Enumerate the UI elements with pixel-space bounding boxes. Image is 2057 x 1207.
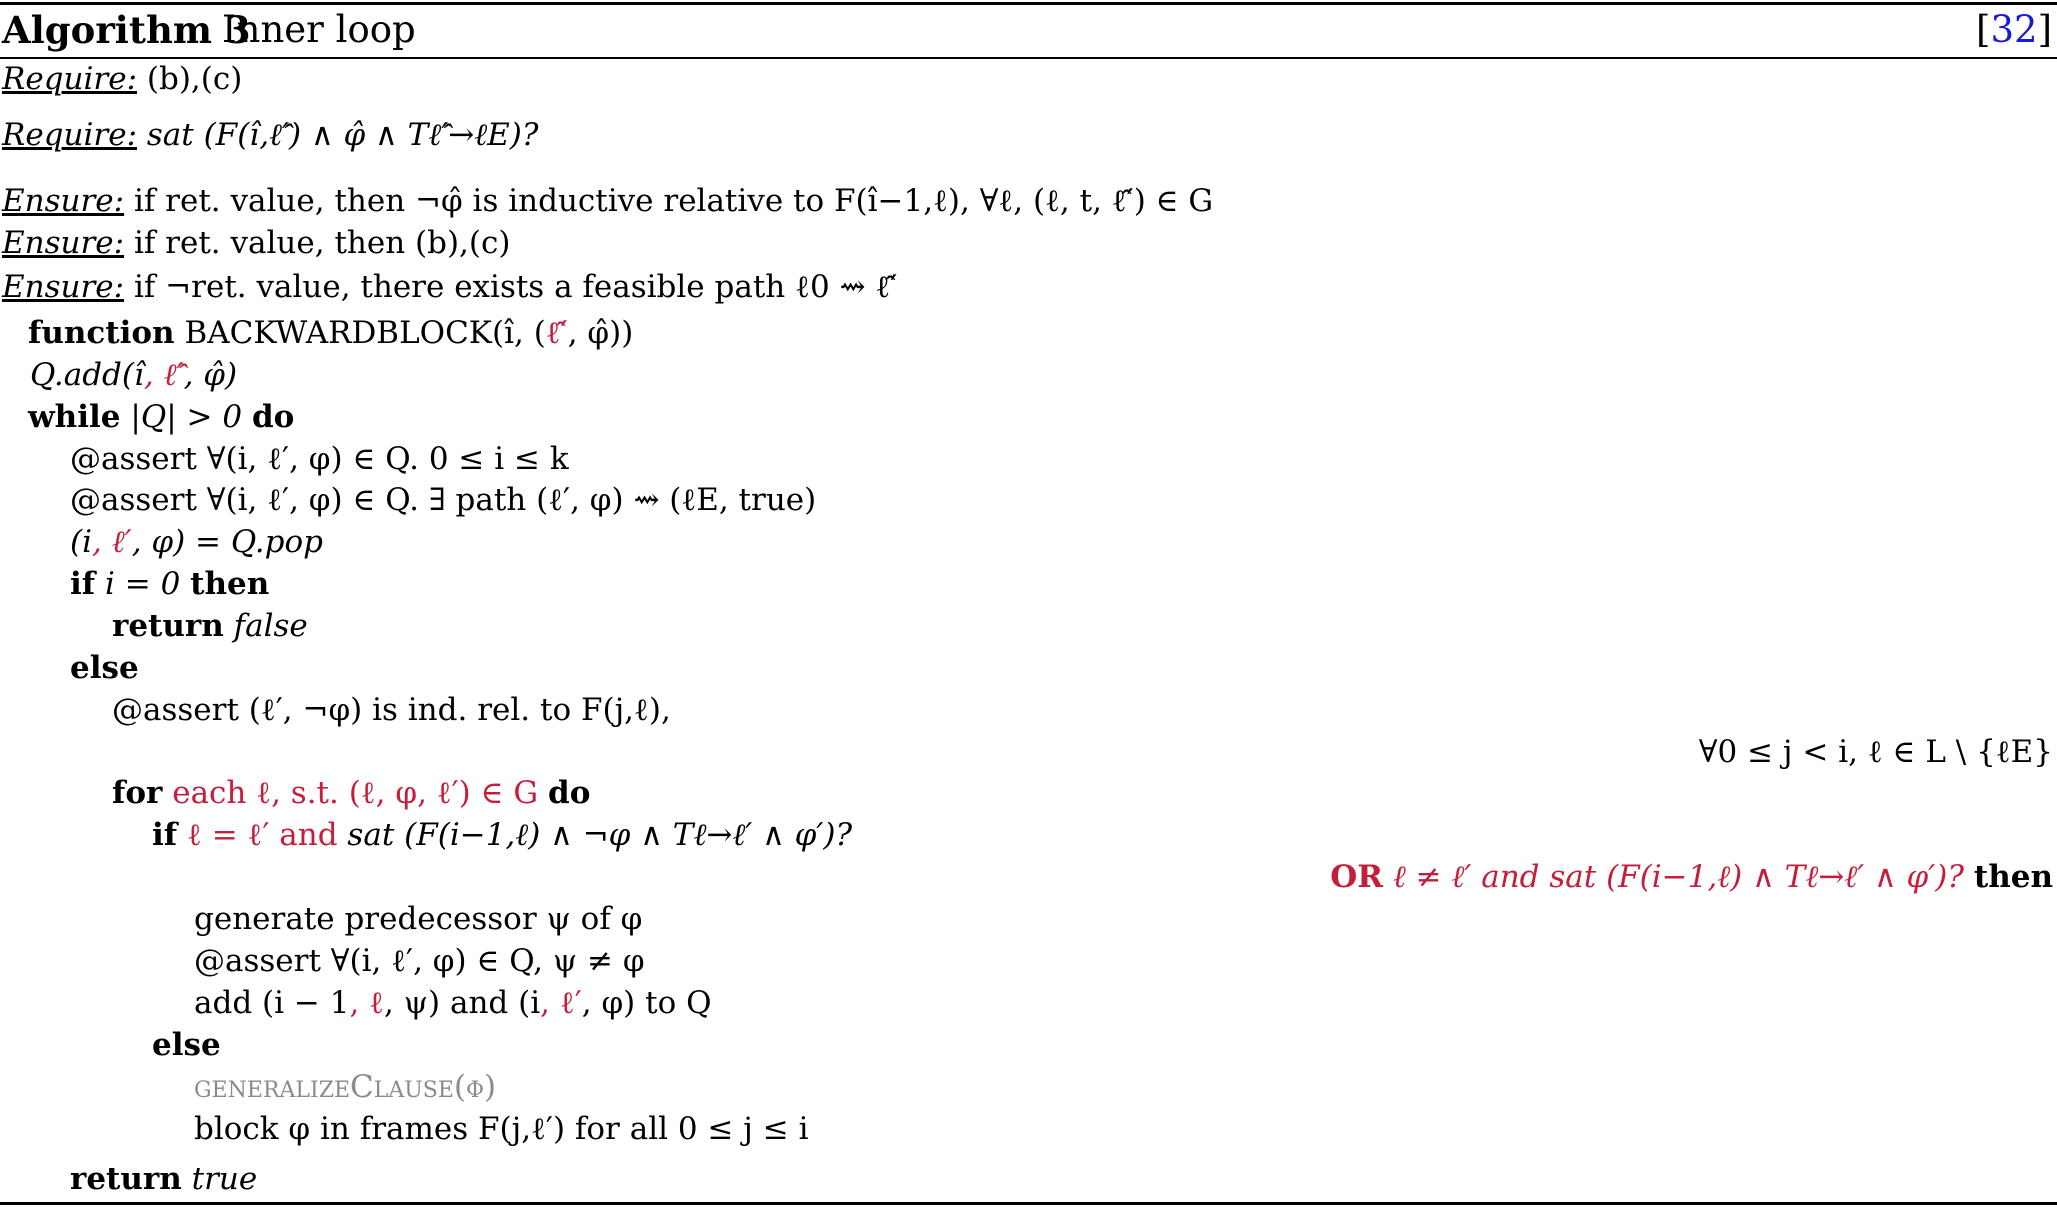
else-line: else (70, 650, 139, 686)
generate-predecessor-line: generate predecessor ψ of φ (194, 901, 643, 937)
require-line-1 (2, 60, 242, 98)
assert-line-2: @assert ∀(i, ℓ′, φ) ∈ Q. ∃ path (ℓ′, φ) ⇝ (ℓE, true) (70, 482, 817, 518)
ensure-line-3 (2, 268, 897, 306)
ensure-text: if ret. value, then ¬φ̂ is inductive relative to F(î−1,ℓ), ∀ℓ, (ℓ, t, ℓ̂′) ∈ G (133, 183, 1214, 219)
require-text: (b),(c) (146, 61, 243, 97)
add-line: add (i − 1, ℓ, ψ) and (i, ℓ′, φ) to Q (194, 985, 712, 1021)
if-condition-line: if ℓ = ℓ′ and sat (F(i−1,ℓ) ∧ ¬φ ∧ Tℓ→ℓ′ ∧ φ′)? (152, 817, 853, 853)
queue-add-line: Q.add(î, ℓ̂′, φ̂) (30, 357, 238, 393)
return-false-line: return false (112, 608, 308, 644)
ensure-line-2 (2, 224, 510, 262)
ensure-line-1 (2, 182, 1213, 220)
ensure-label: Ensure: (2, 269, 125, 305)
return-true-line: return true (70, 1161, 258, 1197)
require-line-2 (2, 116, 538, 154)
ensure-text: if ¬ret. value, there exists a feasible path ℓ0 ⇝ ℓ̂′ (133, 269, 898, 305)
require-text: sat (F(î,ℓ̂′) ∧ φ̂ ∧ Tℓ̂′→ℓE)? (146, 117, 539, 153)
header-rule (0, 57, 2057, 59)
require-label: Require: (2, 61, 138, 97)
assert-line-4: @assert ∀(i, ℓ′, φ) ∈ Q, ψ ≠ φ (194, 943, 645, 979)
else-line-2: else (152, 1027, 221, 1063)
for-line: for each ℓ, s.t. (ℓ, φ, ℓ′) ∈ G do (112, 775, 591, 811)
assert-line-3: @assert (ℓ′, ¬φ) is ind. rel. to F(j,ℓ), (112, 692, 671, 728)
ensure-label: Ensure: (2, 183, 125, 219)
block-line: block φ in frames F(j,ℓ′) for all 0 ≤ j ≤ i (194, 1111, 809, 1147)
ensure-text: if ret. value, then (b),(c) (133, 225, 511, 261)
function-keyword: function (28, 315, 175, 351)
citation-link[interactable]: 32 (1990, 8, 2038, 51)
citation: [32] (1976, 8, 2052, 51)
assert-line-3-continuation: ∀0 ≤ j < i, ℓ ∈ L \ {ℓE} (1698, 734, 2053, 770)
require-label: Require: (2, 117, 138, 153)
generalize-clause-line: generalizeClause(φ) (194, 1069, 497, 1105)
algorithm-header (2, 2, 2054, 56)
algorithm-title: Inner loop (222, 8, 416, 51)
assert-line-1: @assert ∀(i, ℓ′, φ) ∈ Q. 0 ≤ i ≤ k (70, 441, 569, 477)
pop-line: (i, ℓ′, φ) = Q.pop (70, 524, 323, 560)
or-condition-line: OR ℓ ≠ ℓ′ and sat (F(i−1,ℓ) ∧ Tℓ→ℓ′ ∧ φ′)? then (1330, 859, 2053, 895)
while-line: while |Q| > 0 do (28, 399, 295, 435)
ensure-label: Ensure: (2, 225, 125, 261)
function-name: BACKWARDBLOCK (184, 315, 492, 351)
if-line: if i = 0 then (70, 566, 270, 602)
function-line: function BACKWARDBLOCK(î, (ℓ̂′, φ̂)) (28, 315, 634, 351)
bottom-rule (0, 1202, 2057, 1205)
algorithm-label: Algorithm 3 (2, 8, 251, 52)
